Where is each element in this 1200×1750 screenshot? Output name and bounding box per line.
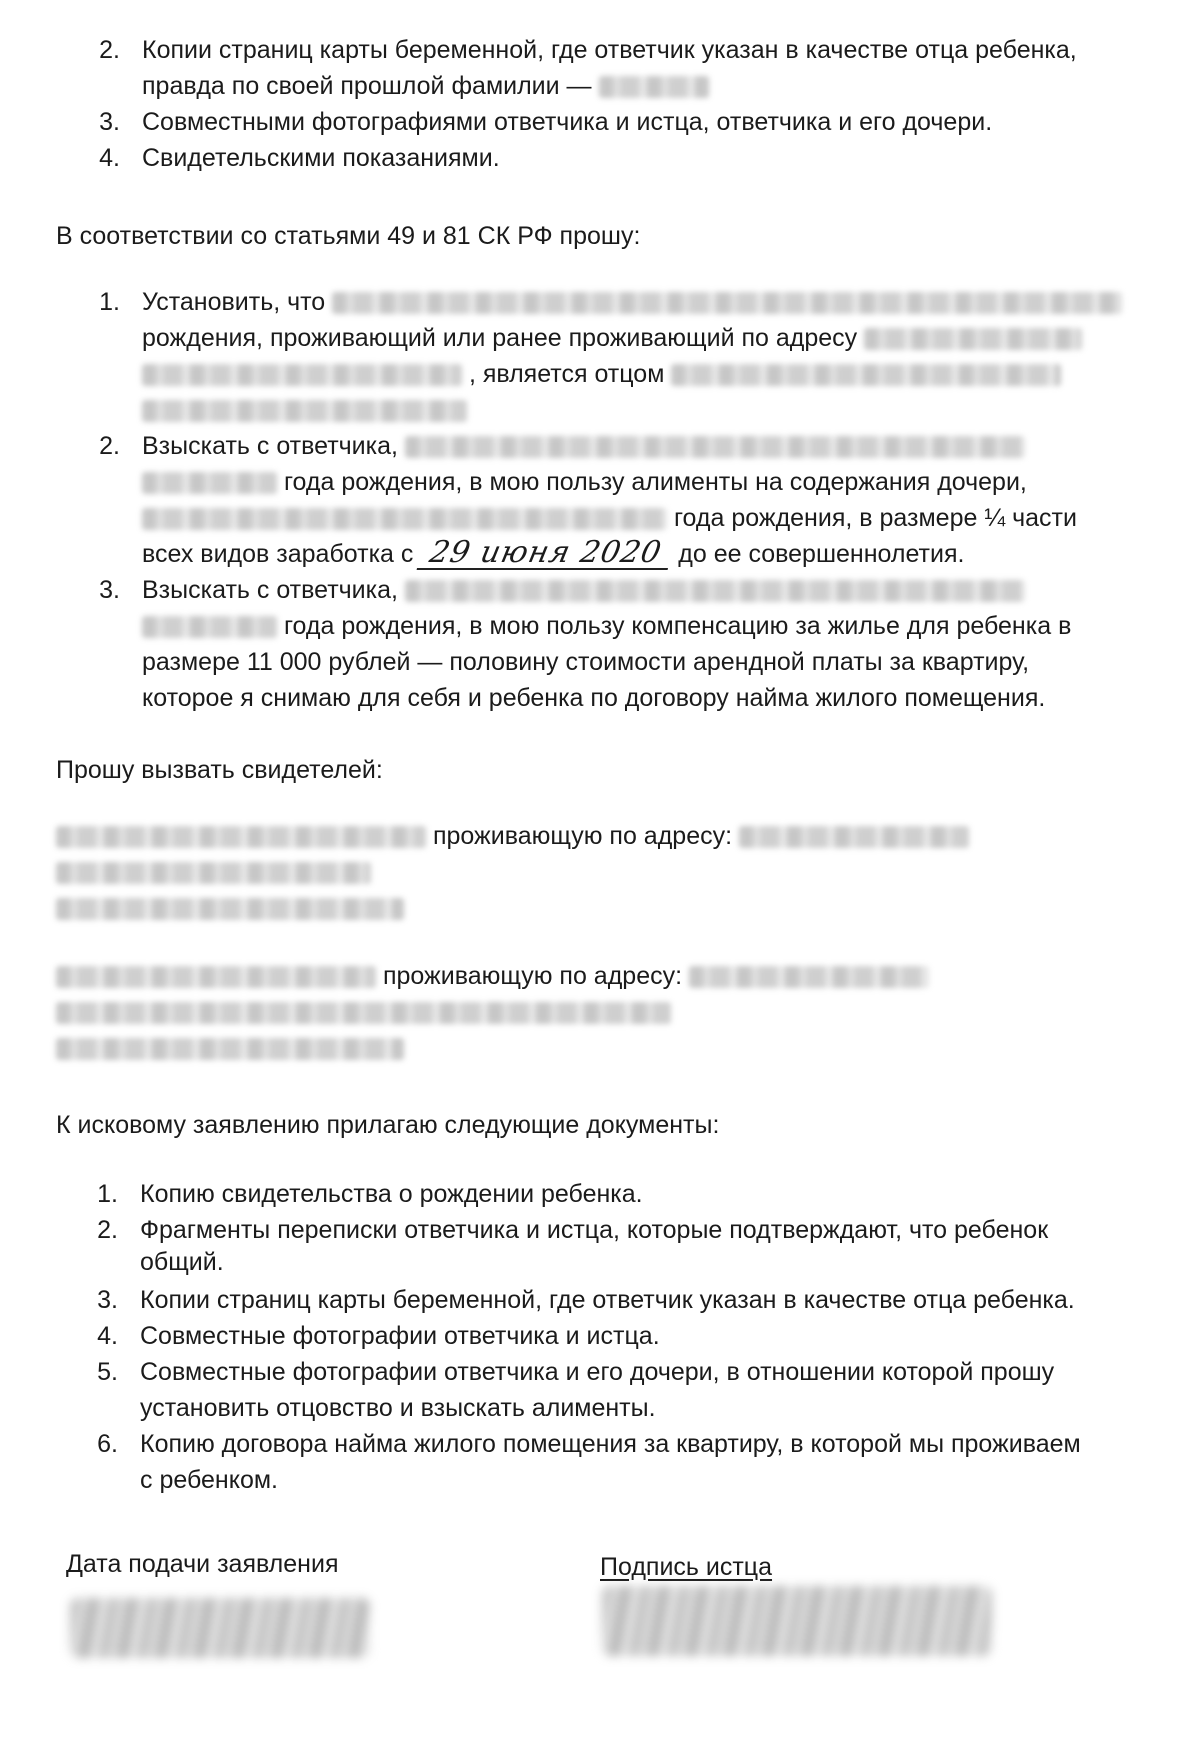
handwritten-date: 29 июня 2020 (417, 538, 675, 570)
list-item (0, 1176, 1200, 1212)
witness-intro: Прошу вызвать свидетелей: (56, 756, 383, 784)
list-text: Фрагменты переписки ответчика и истца, которые подтверждают, что ребенок (140, 1216, 1049, 1244)
list-text: с ребенком. (140, 1466, 278, 1494)
list-item (0, 1426, 1200, 1498)
list-text: Копии страниц карты беременной, где ответчик указан в качестве отца ребенка. (140, 1286, 1075, 1314)
list-text: всех видов заработка с (142, 540, 414, 568)
list-number: 5. (97, 1358, 118, 1386)
redacted-name (142, 400, 467, 422)
request-item (0, 572, 1200, 716)
witness-block (56, 818, 969, 926)
list-text: года рождения, в мою пользу алименты на содержания дочери, (283, 468, 1027, 496)
redacted-witness-name (56, 826, 426, 848)
redacted-phone (56, 1038, 404, 1060)
list-item (0, 1212, 1200, 1282)
attachments-intro: К исковому заявлению прилагаю следующие документы: (56, 1111, 720, 1139)
list-number: 3. (99, 576, 120, 604)
redacted-address (739, 826, 969, 848)
list-number: 2. (99, 432, 120, 460)
list-text: которое я снимаю для себя и ребенка по договору найма жилого помещения. (142, 684, 1046, 712)
list-text: Свидетельскими показаниями. (142, 144, 500, 172)
list-number: 4. (97, 1322, 118, 1350)
redacted-address (689, 966, 929, 988)
list-number: 2. (97, 1216, 118, 1244)
redacted-witness-name (56, 966, 376, 988)
redacted-name (332, 292, 1122, 314)
list-number: 3. (97, 1286, 118, 1314)
witness-address-label: проживающую по адресу: (432, 822, 733, 850)
list-text: Совместные фотографии ответчика и истца. (140, 1322, 660, 1350)
list-text: общий. (140, 1248, 224, 1276)
list-item (0, 140, 1200, 176)
redacted-name (405, 436, 1025, 458)
list-text: Копию договора найма жилого помещения за квартиру, в которой мы проживаем (140, 1430, 1081, 1458)
redacted-address (56, 862, 371, 884)
redacted-address (142, 364, 462, 386)
list-text: установить отцовство и взыскать алименты. (140, 1394, 656, 1422)
list-text: Взыскать с ответчика, (142, 576, 398, 604)
attachments-list (0, 1176, 1200, 1498)
list-number: 2. (99, 36, 120, 64)
redacted-name (405, 580, 1025, 602)
list-text: года рождения, в размере ¼ части (673, 504, 1077, 532)
list-number: 6. (97, 1430, 118, 1458)
request-intro: В соответствии со статьями 49 и 81 СК РФ прошу: (56, 222, 641, 250)
date-label: Дата подачи заявления (66, 1550, 339, 1578)
list-text-line (142, 68, 1077, 104)
redacted-address (864, 328, 1082, 350)
signature-label: Подпись истца (600, 1553, 773, 1581)
redacted-phone (56, 898, 404, 920)
redacted-birthdate (142, 616, 277, 638)
witness-block (56, 958, 929, 1066)
redacted-signature (602, 1586, 992, 1656)
list-item (0, 32, 1200, 104)
list-item (0, 1354, 1200, 1426)
list-text: Копии страниц карты беременной, где ответчик указан в качестве отца ребенка, (142, 36, 1077, 64)
list-text: размере 11 000 рублей — половину стоимости арендной платы за квартиру, (142, 648, 1030, 676)
list-text: Совместными фотографиями ответчика и истца, ответчика и его дочери. (142, 108, 993, 136)
list-number: 3. (99, 108, 120, 136)
redacted-child-name (142, 508, 667, 530)
list-number: 1. (97, 1180, 118, 1208)
witness-address-label: проживающую по адресу: (382, 962, 683, 990)
request-item (0, 284, 1200, 428)
list-text: Копию свидетельства о рождении ребенка. (140, 1180, 643, 1208)
redacted-address (56, 1002, 671, 1024)
list-text: Взыскать с ответчика, (142, 432, 398, 460)
list-text: Совместные фотографии ответчика и его дочери, в отношении которой прошу (140, 1358, 1055, 1386)
list-number: 1. (99, 288, 120, 316)
evidence-list (0, 32, 1200, 176)
list-text: рождения, проживающий или ранее проживающий по адресу (142, 324, 858, 352)
redacted-name (671, 364, 1061, 386)
list-text: Установить, что (142, 288, 326, 316)
list-text: правда по своей прошлой фамилии — (142, 72, 592, 100)
list-item (0, 104, 1200, 140)
redacted-surname (599, 76, 709, 98)
redacted-birthdate (142, 472, 277, 494)
list-number: 4. (99, 144, 120, 172)
request-item (0, 428, 1200, 572)
list-text: , является отцом (468, 360, 665, 388)
list-item (0, 1318, 1200, 1354)
list-text: до ее совершеннолетия. (678, 540, 965, 568)
list-text: года рождения, в мою пользу компенсацию за жилье для ребенка в (283, 612, 1072, 640)
redacted-date (70, 1598, 370, 1658)
list-item (0, 1282, 1200, 1318)
requests-list (0, 284, 1200, 716)
